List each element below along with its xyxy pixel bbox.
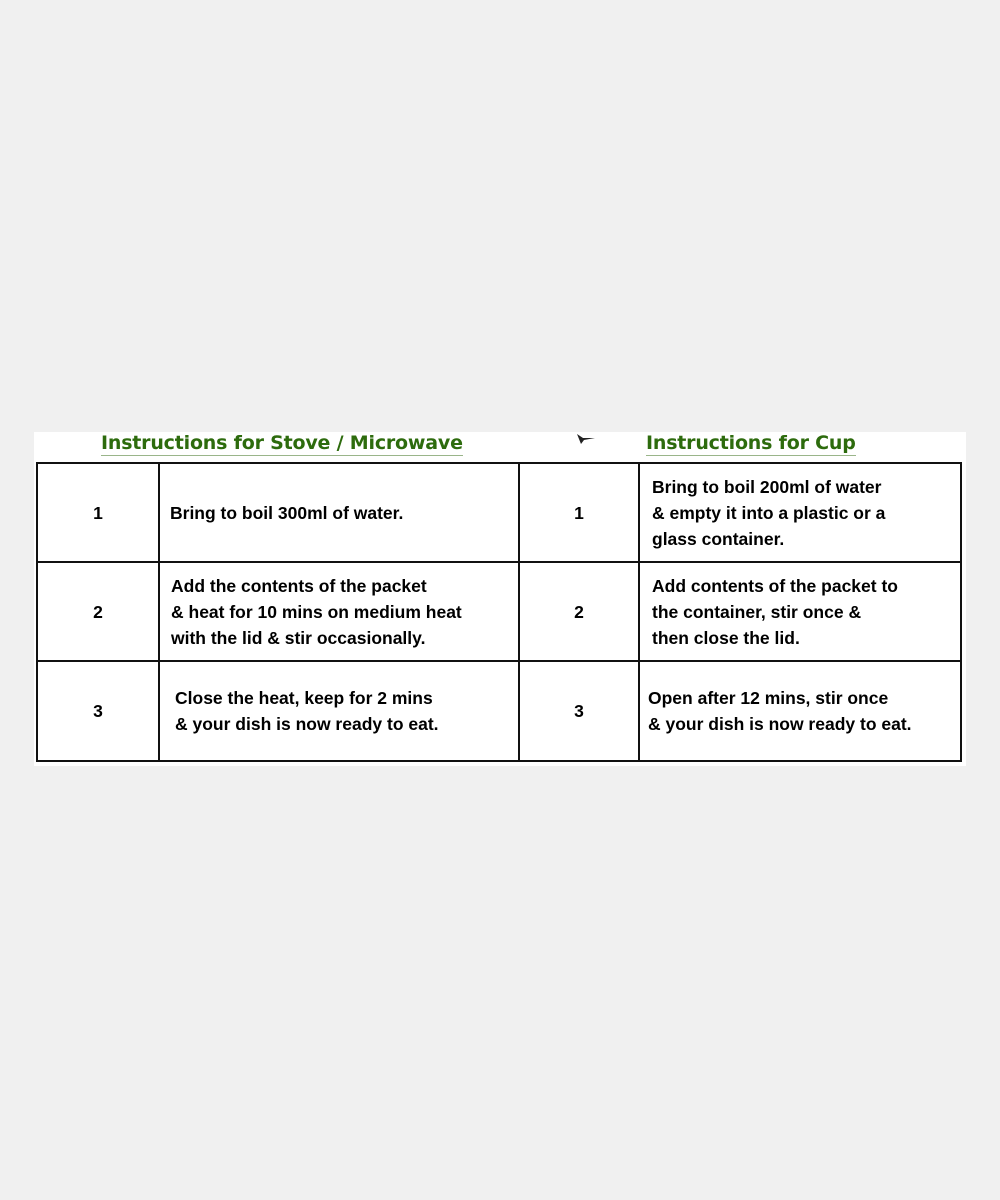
table-row [37, 562, 961, 661]
stove-step-number: 3 [37, 661, 159, 761]
stove-step-number: 2 [37, 562, 159, 661]
instructions-card [34, 432, 966, 766]
pen-icon [575, 432, 597, 446]
cup-step-text: Bring to boil 200ml of water & empty it into a plastic or a glass container. [639, 463, 961, 562]
instructions-table [36, 462, 962, 762]
cup-step-text: Open after 12 mins, stir once & your dish is now ready to eat. [639, 661, 961, 761]
cup-heading: Instructions for Cup [646, 432, 856, 454]
table-row [37, 661, 961, 761]
cup-step-number: 1 [519, 463, 639, 562]
stove-microwave-heading: Instructions for Stove / Microwave [101, 432, 463, 454]
cup-step-number: 3 [519, 661, 639, 761]
stove-step-text: Add the contents of the packet & heat for 10 mins on medium heat with the lid & stir occasionally. [159, 562, 519, 661]
stove-step-text: Bring to boil 300ml of water. [159, 463, 519, 562]
stove-step-text: Close the heat, keep for 2 mins & your dish is now ready to eat. [159, 661, 519, 761]
table-row [37, 463, 961, 562]
stove-step-number: 1 [37, 463, 159, 562]
cup-step-number: 2 [519, 562, 639, 661]
cup-step-text: Add contents of the packet to the container, stir once & then close the lid. [639, 562, 961, 661]
